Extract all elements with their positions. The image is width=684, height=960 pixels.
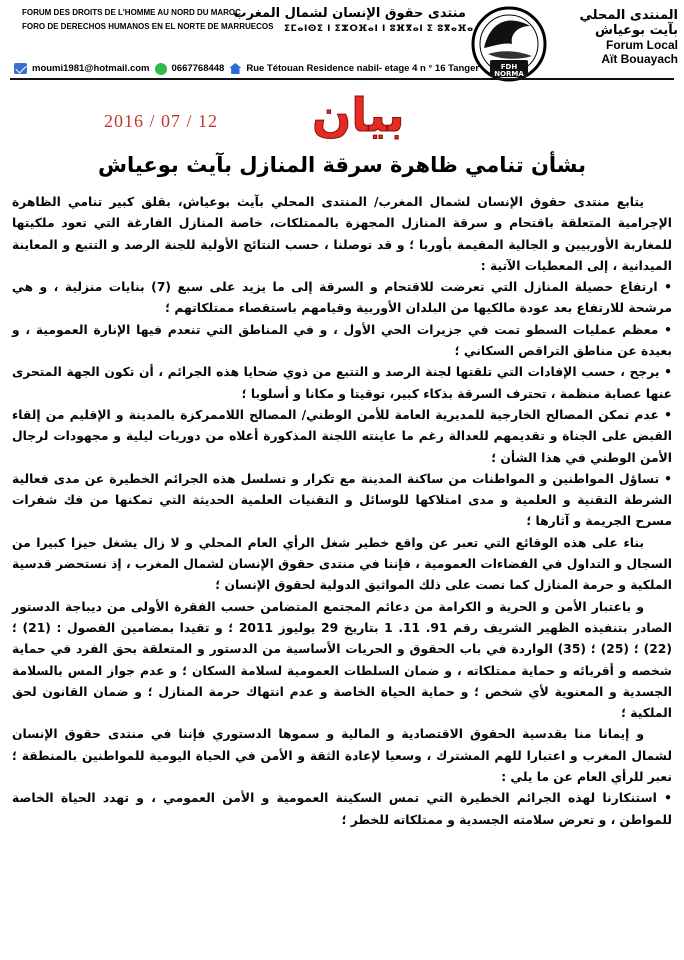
contact-bar [14, 61, 479, 76]
basis-paragraph: بناء على هذه الوقائع التي تعبر عن واقع خطير شغل الرأي العام المحلي و لا زال يشغل حيزا كبيرا من السجال و التداول في الفضاءات العمومية ، فإننا في منتدى حقوق الإنسان لشمال المغرب ، إذ نستحضر قدسية الملكية و حرمة المنازل كما نصت على ذلك المواثيق الدولية لحقوق الإنسان ؛ [12, 535, 672, 593]
finding-item: • يرجح ، حسب الإفادات التي تلقتها لجنة الرصد و التتبع من ذوي ضحايا هذه الجرائم ، أن تكون الجهة المتحرى عنها عصابة منظمة ، تحترف السرقة بذكاء كبير، توقيتا و مكانا و أسلوبا ؛ [12, 362, 672, 405]
statement-body [12, 192, 672, 831]
contact-phone: 0667768448 [171, 63, 225, 74]
declaration-item: • استنكارنا لهذه الجرائم الخطيرة التي تمس السكينة العمومية و الأمن العمومي ، و تهدد الحياة الخاصة للمواطن ، و تعرض سلامته الجسدية و ممتلكاته للخطر ؛ [12, 788, 672, 831]
local-forum-town-arabic: بآيت بوعياش [595, 23, 678, 38]
org-name-french: FORUM DES DROITS DE L'HOMME AU NORD DU MAROC [22, 8, 241, 17]
declaration-paragraph: و إيمانا منا بقدسية الحقوق الاقتصادية و المالية و سموها الدستوري فإننا في منتدى حقوق الإنسان لشمال المغرب و اعتبارا للهم المشترك ، وسعيا لإعادة الثقة و الأمن في الحياة اليومية للمواطنين بالمنطقة ؛ نعبر للرأي العام عن ما يلي : [12, 727, 672, 785]
contact-address: Rue Tétouan Residence nabil- etage 4 n ° 16 Tanger [246, 63, 480, 74]
org-name-spanish: FORO DE DERECHOS HUMANOS EN EL NORTE DE MARRUECOS [22, 22, 274, 31]
intro-paragraph: يتابع منتدى حقوق الإنسان لشمال المغرب/ المنتدى المحلي بآيث بوعياش، بقلق كبير تنامي الظاهرة الإجرامية المتعلقة باقتحام و سرقة المنازل المجهزة بالممتلكات، خاصة المنازل الفارغة التي تعود ملكيتها للمغاربة الأوربيين و الجالية المقيمة بأوربا ؛ و قد توصلنا ، حسب النتائج الأولية للجنة الرصد و التتبع و المعاينة الميدانية ، إلى المعطيات الآتية : [12, 195, 672, 273]
letterhead-middle [233, 6, 474, 36]
logo-abbreviation: FDH [500, 63, 518, 71]
org-name-arabic: منتدى حقوق الإنسان لشمال المغرب [233, 6, 466, 21]
statement-heading: بيان [312, 88, 405, 142]
local-forum-latin: Forum Local [605, 38, 678, 52]
letterhead-right [558, 8, 678, 66]
finding-item: • تساؤل المواطنين و المواطنات من ساكنة المدينة مع تكرار و تسلسل هذه الجرائم الخطيرة عن مدى فعالية الشرطة التقنية و العلمية و مدى امتلاكها للوسائل و التقنيات العلمية الحديثة التي تمكنها من فك شفرات مسرح الجريمة و آثارها ؛ [12, 469, 672, 533]
organization-logo [470, 4, 548, 88]
constitution-paragraph: و باعتبار الأمن و الحرية و الكرامة من دعائم المجتمع المتضامن حسب الفقرة الأولى من ديباجة الدستور الصادر بتنفيذه الظهير الشريف رقم 91. 11. 1 بتاريخ 29 يوليوز 2011 ؛ و تقيدا بمضامين الفصول : (21) ؛ (22) ؛ (25) ؛ (35) الواردة في باب الحقوق و الحريات الأساسية من الدستور و المتعلقة بحق الفرد في حماية شخصه و أقربائه و حماية ممتلكاته ، و ضمان السلطات العمومية لسلامة السكان ؛ و عدم جواز المس بالسلامة الجسدية و المعنوية لأي شخص ؛ و حماية الحياة الخاصة و عدم انتهاك حرمة المنازل ؛ و ضمان القانون لحق الملكية ؛ [12, 599, 672, 721]
finding-item: • عدم تمكن المصالح الخارجية للمديرية العامة للأمن الوطني/ المصالح اللاممركزة بالمدينة و الإقليم من إلقاء القبض على الجناة و تقديمهم للعدالة رغم ما عاينته اللجنة المذكورة أعلاه من دوريات ليلية و مجهودات لرجال الأمن الوطني في هذا الشأن ؛ [12, 405, 672, 469]
logo-wordmark: NORMA [494, 70, 524, 78]
local-forum-town-latin: Aït Bouayach [601, 52, 678, 66]
contact-email: moumi1981@hotmail.com [32, 63, 150, 74]
statement-date: 2016 / 07 / 12 [104, 111, 219, 131]
finding-item: • ارتفاع حصيلة المنازل التي تعرضت للاقتحام و السرقة إلى ما يزيد على سبع (7) بنايات منزلية ، و هي مرشحة للارتفاع بعد عودة مالكيها من البلدان الأوربية وقيامهم باستقصاء ممتلكاتهم ؛ [12, 277, 672, 320]
header-divider [10, 78, 674, 80]
whatsapp-icon [155, 63, 167, 75]
email-icon [14, 63, 27, 74]
org-name-tifinagh: ⵉⵎⴰⵏⵙⵉ ⵏ ⵉⵣⵔⴼⴰⵏ ⵏ ⵓⴼⴳⴰⵏ ⵉ ⵓⴳⴰⴼⴰ [284, 24, 474, 34]
statement-subject: بشأن تنامي ظاهرة سرقة المنازل بآيث بوعياش [97, 153, 587, 177]
finding-item: • معظم عمليات السطو تمت في جزيرات الحي الأول ، و في المناطق التي تنعدم فيها الإنارة العمومية ، و بعيدة عن مناطق التراقص السكاني ؛ [12, 320, 672, 363]
local-forum-arabic: المنتدى المحلي [579, 8, 678, 23]
home-icon [229, 63, 241, 74]
